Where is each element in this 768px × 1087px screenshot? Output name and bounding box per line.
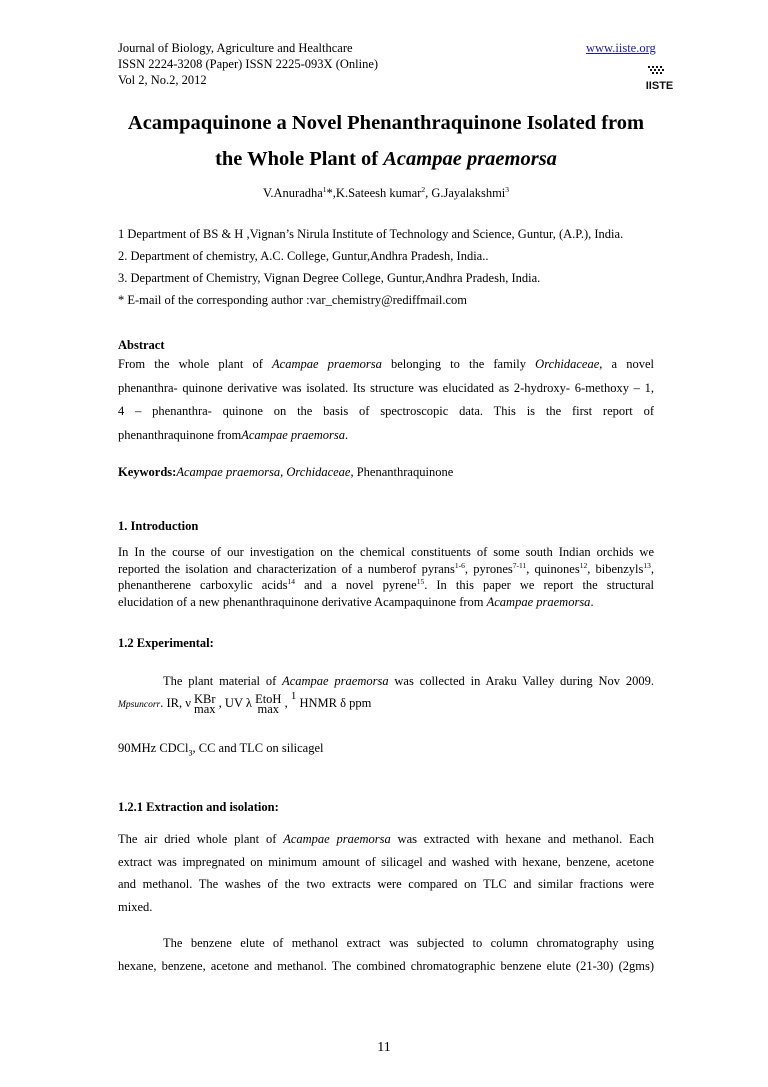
journal-header — [118, 40, 378, 88]
corresponding-mark: *, — [326, 186, 336, 200]
intro-text: reported the isolation and characterization of a numberof pyrans — [118, 561, 455, 576]
extraction-text: The air dried whole plant of — [118, 832, 284, 846]
abstract-line: phenanthra- quinone derivative was isolated. Its structure was elucidated as 2-hydroxy- 6-methoxy – 1, — [118, 380, 654, 395]
experimental-line-1 — [118, 673, 654, 689]
extraction-line: The benzene elute of methanol extract was subjected to column chromatography using — [163, 936, 654, 950]
extraction-species: Acampae praemorsa — [283, 832, 391, 846]
intro-text: and a novel pyrene — [294, 578, 417, 592]
affiliation-2: 2. Department of chemistry, A.C. College, Guntur,Andhra Pradesh, India.. — [118, 249, 489, 263]
intro-line: In In the course of our investigation on the chemical constituents of some south Indian orchids we — [118, 545, 654, 559]
kbr-max — [194, 694, 216, 714]
citation: 15 — [416, 577, 425, 586]
intro-line — [118, 594, 654, 611]
extraction-line: hexane, benzene, acetone and methanol. The combined chromatographic benzene elute (21-30) (2gms) — [118, 958, 654, 973]
etoh-max — [255, 694, 281, 714]
introduction-body — [118, 544, 654, 610]
extraction-line: extract was impregnated on minimum amount of silicagel and washed with hexane, benzene, acetone — [118, 854, 654, 869]
intro-text: phenantherene carboxylic acids — [118, 578, 288, 592]
abstract-text: . — [345, 427, 349, 442]
abstract-species: Acampae praemorsa — [272, 357, 382, 371]
page-number: 11 — [377, 1040, 391, 1055]
kbr-text: KBr — [194, 692, 216, 706]
keywords-label: Keywords: — [118, 465, 177, 479]
author-2-affiliation: 2 — [421, 185, 426, 194]
affiliation-1: 1 Department of BS & H ,Vignan’s Nirula Institute of Technology and Science, Guntur, (A.P.), India. — [118, 227, 624, 241]
author-1: V.Anuradha — [262, 186, 323, 200]
title-prefix: the Whole Plant of — [215, 148, 384, 170]
abstract-text: From the whole plant of — [118, 357, 273, 371]
author-list — [118, 186, 654, 201]
journal-issn: ISSN 2224-3208 (Paper) ISSN 2225-093X (Online) — [118, 57, 379, 71]
abstract-line: 4 – phenanthra- quinone on the basis of spectroscopic data. This is the first report of — [118, 404, 654, 418]
extraction-line — [118, 828, 654, 851]
abstract-species: Acampae praemorsa — [241, 427, 346, 442]
iiste-logo-icon — [646, 66, 673, 91]
author-2: K.Sateesh kumar — [335, 186, 422, 200]
hnmr-label: HNMR δ ppm — [296, 695, 372, 710]
intro-line — [118, 561, 654, 578]
instrumentation-line — [118, 689, 372, 716]
abstract-heading: Abstract — [118, 338, 165, 352]
title-species: Acampae praemorsa — [383, 148, 557, 170]
intro-species: Acampae praemorsa — [486, 594, 591, 609]
extraction-body — [118, 828, 654, 918]
etoh-text: EtoH — [255, 692, 282, 706]
experimental-species: Acampae praemorsa — [282, 674, 389, 688]
intro-text: . — [590, 594, 594, 609]
journal-url-link[interactable]: www.iiste.org — [586, 41, 656, 55]
abstract-text: phenanthraquinone from — [118, 427, 242, 442]
experimental-line-3 — [118, 741, 324, 758]
journal-name: Journal of Biology, Agriculture and Healthcare — [118, 41, 353, 55]
ir-label: . IR, ν — [160, 695, 195, 710]
abstract-line — [118, 353, 654, 377]
author-3: G.Jayalakshmi — [431, 186, 506, 200]
subscript: 3 — [188, 748, 193, 758]
author-1-affiliation: 1 — [322, 185, 327, 194]
nmr-superscript: 1 — [290, 689, 297, 702]
experimental-text-part: , CC and TLC on silicagel — [192, 741, 324, 755]
experimental-text-part: 90MHz CDCl — [118, 741, 189, 755]
abstract-line — [118, 424, 654, 448]
uv-label: , UV λ — [215, 695, 256, 710]
abstract-text: belonging to the family — [381, 357, 536, 371]
experimental-text-part: The plant material of — [163, 674, 283, 688]
keywords — [118, 465, 453, 480]
corresponding-email: * E-mail of the corresponding author :var_chemistry@rediffmail.com — [118, 293, 468, 307]
citation: 12 — [579, 560, 588, 570]
experimental-text — [118, 673, 654, 689]
separator: , — [281, 695, 291, 710]
keywords-rest: , Phenanthraquinone — [350, 465, 454, 479]
extraction-line: mixed. — [118, 899, 153, 914]
journal-volume: Vol 2, No.2, 2012 — [118, 73, 207, 87]
intro-text: , quinones — [526, 561, 580, 576]
svg-text:IISTE: IISTE — [646, 80, 673, 91]
author-3-affiliation: 3 — [505, 185, 510, 194]
mp-label: Mpsuncorr — [118, 699, 161, 710]
experimental-heading: 1.2 Experimental: — [118, 636, 214, 650]
experimental-text-part: was collected in Araku Valley during Nov 2009. — [388, 674, 654, 688]
affiliation-3: 3. Department of Chemistry, Vignan Degree College, Guntur,Andhra Pradesh, India. — [118, 271, 541, 285]
intro-text: , — [650, 561, 654, 576]
keywords-italic: Acampae praemorsa, Orchidaceae — [176, 465, 351, 479]
intro-text: elucidation of a new phenanthraquinone derivative Acampaquinone from — [118, 594, 487, 609]
intro-text: . In this paper we report the structural — [424, 578, 654, 592]
author-separator: , — [425, 186, 432, 200]
introduction-heading: 1. Introduction — [118, 519, 199, 533]
extraction-text: was extracted with hexane and methanol. Each — [390, 832, 655, 846]
intro-text: , pyrones — [464, 561, 513, 576]
paper-title-line-2 — [118, 146, 654, 172]
paper-title-line-1: Acampaquinone a Novel Phenanthraquinone Isolated from — [127, 112, 645, 134]
abstract-family: Orchidaceae — [535, 357, 600, 371]
citation: 1-6 — [454, 560, 465, 570]
max-text: max — [194, 702, 216, 716]
abstract-text: , a novel — [599, 357, 654, 371]
affiliations — [118, 223, 623, 311]
citation: 14 — [287, 577, 295, 586]
intro-line — [118, 577, 654, 594]
extraction-body-2 — [118, 932, 654, 977]
abstract-body — [118, 353, 654, 447]
intro-text: , bibenzyls — [587, 561, 644, 576]
max-text: max — [257, 702, 280, 716]
citation: 7-11 — [512, 560, 527, 570]
extraction-line: and methanol. The washes of the two extracts were compared on TLC and similar fractions were — [118, 877, 654, 891]
extraction-heading: 1.2.1 Extraction and isolation: — [118, 800, 279, 814]
citation: 13 — [643, 560, 651, 570]
